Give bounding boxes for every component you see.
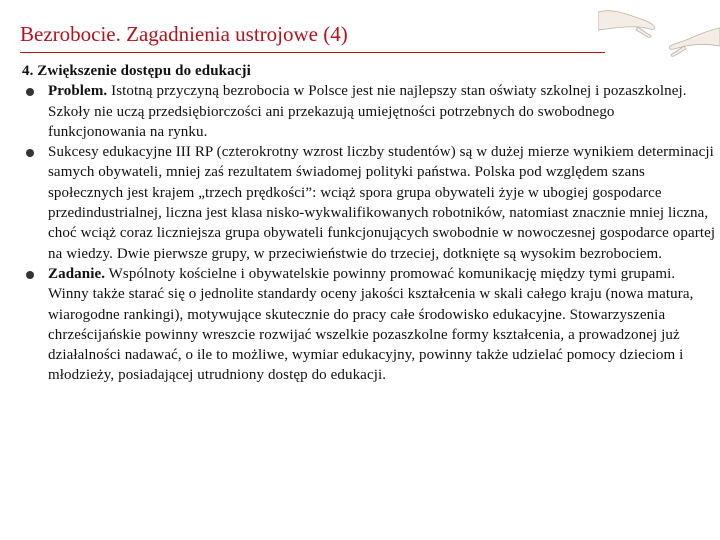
bullet-lead: Zadanie. xyxy=(48,265,106,282)
slide-body xyxy=(22,61,716,386)
title-divider xyxy=(20,52,605,53)
bullet-icon xyxy=(26,149,34,157)
bullet-lead: Problem. xyxy=(48,83,108,100)
section-heading: 4. Zwiększenie dostępu do edukacji xyxy=(22,63,251,79)
bullet-text: Istotną przyczyną bezrobocia w Polsce jest nie najlepszy stan oświaty szkolnej i pozaszkolnej. Szkoły nie uczą przedsiębiorczości ani przekazują umiejętności potrzebnych do swobodnego funkcjonowania na rynku. xyxy=(48,83,687,140)
bullet-item xyxy=(22,264,716,386)
bullet-item xyxy=(22,81,716,142)
slide-title: Bezrobocie. Zagadnienia ustrojowe (4) xyxy=(20,22,348,46)
bullet-text: Sukcesy edukacyjne III RP (czterokrotny wzrost liczby studentów) są w dużej mierze wynikiem determinacji samych obywateli, mniej zaś rezultatem świadomej polityki państwa. Polska pod względem szans społecznych jest krajem „trzech prędkości”: wciąż spora grupa obywateli żyje w ubogiej gospodarce przedindustrialnej, liczna jest klasa nisko-wykwalifikowanych robotników, natomiast znacznie mniej liczna, choć wciąż coraz liczniejsza grupa obywateli funkcjonujących swobodnie w nowoczesnej gospodarce opartej na wiedzy. Dwie pierwsze grupy, w przeciwieństwie do trzeciej, dotknięte są wysokim bezrobociem. xyxy=(48,144,716,262)
bullet-icon xyxy=(26,88,34,96)
bullet-icon xyxy=(26,271,34,279)
bullet-item xyxy=(22,142,716,264)
bullet-text: Wspólnoty kościelne i obywatelskie powinny promować komunikację między tymi grupami. Winny także starać się o jednolite standardy oceny jakości kształcenia w skali całego kraju (nowa matura, wiarogodne rankingi), motywujące skutecznie do pracy całe środowisko edukacyjne. Stowarzyszenia chrześcijańskie powinny wreszcie rozwijać wszelkie pozaszkolne formy kształcenia, a prowadzonej już działalności nadawać, o ile to możliwe, wymiar edukacyjny, powinny także udzielać pomocy dzieciom i młodzieży, posiadającej utrudniony dostęp do edukacji. xyxy=(48,265,694,384)
